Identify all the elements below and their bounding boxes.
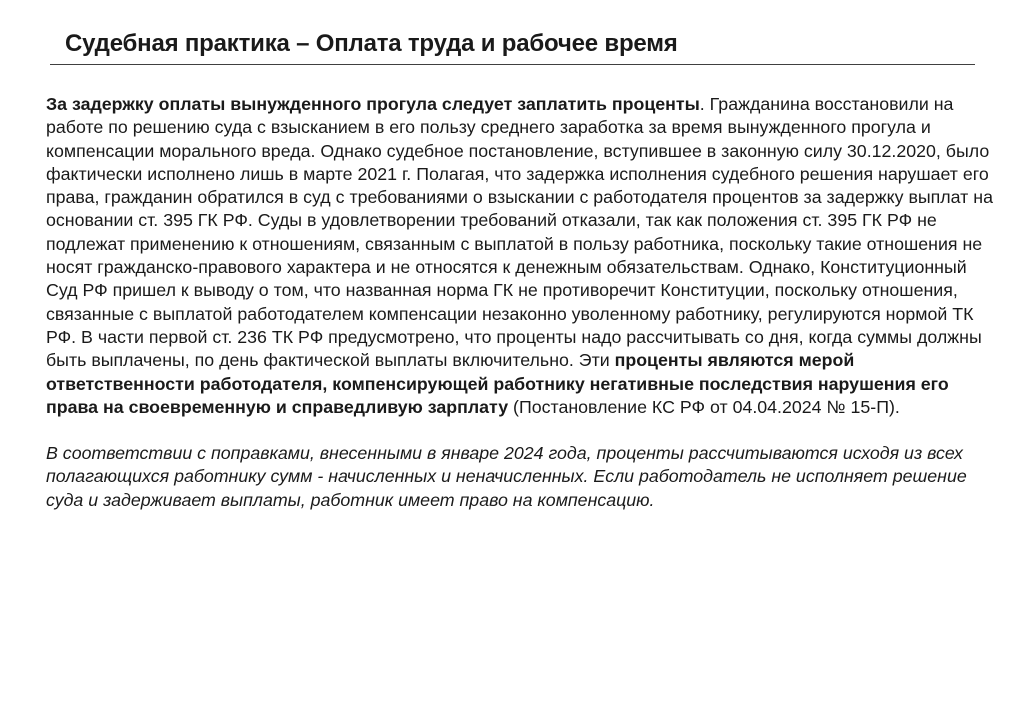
title-divider xyxy=(50,64,975,65)
lead-statement: За задержку оплаты вынужденного прогула следует заплатить проценты xyxy=(46,94,700,114)
content-body xyxy=(46,93,996,512)
paragraph-amendments: В соответствии с поправками, внесенными в январе 2024 года, проценты рассчитываются исходя из всех полагающихся работнику сумм - начисленных и неначисленных. Если работодатель не исполняет решение суда и задерживает выплаты, работник имеет право на компенсацию. xyxy=(46,443,967,510)
slide-title: Судебная практика – Оплата труда и рабочее время xyxy=(65,30,678,57)
paragraph-court-practice xyxy=(46,93,996,419)
court-conclusion: проценты являются мерой ответственности работодателя, компенсирующей работнику негативные последствия нарушения его права на своевременную и справедливую зарплату xyxy=(46,350,949,417)
citation: (Постановление КС РФ от 04.04.2024 № 15-П). xyxy=(508,396,900,417)
case-description: . Гражданина восстановили на работе по решению суда с взысканием в его пользу среднего заработка за время вынужденного прогула и компенсации морального вреда. Однако судебное постановление, вступившее в законную силу 30.12.2020, было фактически исполнено лишь в марте 2021 г. Полагая, что задержка исполнения судебного решения нарушает его права, гражданин обратился в суд с требованиями о взыскании с работодателя процентов за задержку выплат на основании ст. 395 ГК РФ. Суды в удовлетворении требований отказали, так как положения ст. 395 ГК РФ не подлежат применению к отношениям, связанным с выплатой в пользу работника, поскольку такие отношения не носят гражданско-правового характера и не относятся к денежным обязательствам. Однако, Конституционный Суд РФ пришел к выводу о том, что названная норма ГК не противоречит Конституции, поскольку отношения, связанные с выплатой работодателем компенсации незаконно уволенному работнику, регулируются нормой ТК РФ. В части первой ст. 236 ТК РФ предусмотрено, что проценты надо рассчитывать со дня, когда суммы должны быть выплачены, по день фактической выплаты включительно. Эти xyxy=(46,94,993,371)
